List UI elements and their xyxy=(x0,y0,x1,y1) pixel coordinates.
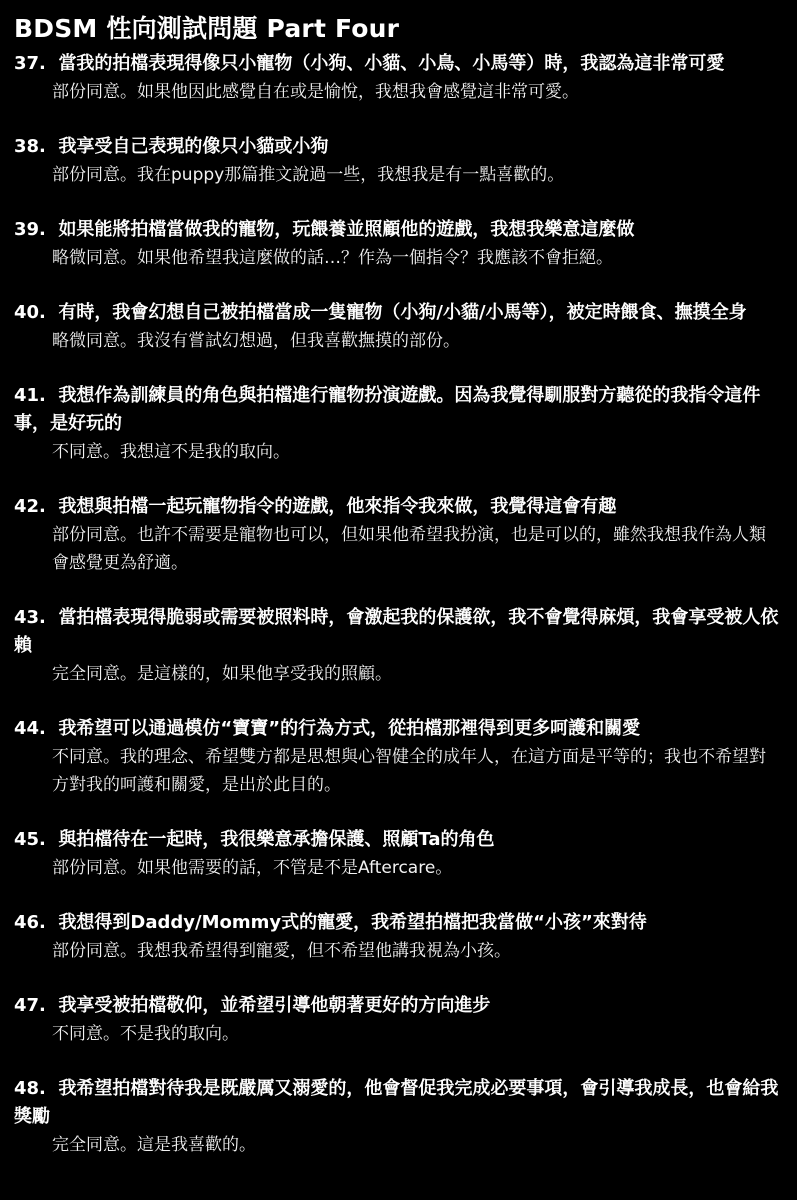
question-number: 44. xyxy=(14,718,46,739)
answer-text: 完全同意。是這樣的，如果他享受我的照顧。 xyxy=(52,664,392,684)
question-number: 39. xyxy=(14,219,46,240)
question xyxy=(14,1075,781,1131)
question-text: 我想作為訓練員的角色與拍檔進行寵物扮演遊戲。因為我覺得馴服對方聽從的我指令這件事，是好玩的 xyxy=(14,385,761,434)
answer-text: 不同意。我的理念、希望雙方都是思想與心智健全的成年人，在這方面是平等的；我也不希望對方對我的呵護和關愛，是出於此目的。 xyxy=(52,747,766,795)
answer-text: 略微同意。我沒有嘗試幻想過，但我喜歡撫摸的部份。 xyxy=(52,331,460,351)
question-text: 與拍檔待在一起時，我很樂意承擔保護、照顧Ta的角色 xyxy=(58,829,495,850)
question xyxy=(14,216,781,244)
question-text: 當我的拍檔表現得像只小寵物（小狗、小貓、小鳥、小馬等）時，我認為這非常可愛 xyxy=(58,53,725,74)
question-text: 我想得到Daddy/Mommy式的寵愛，我希望拍檔把我當做“小孩”來對待 xyxy=(58,912,647,933)
question xyxy=(14,382,781,438)
answer-text: 部份同意。如果他因此感覺自在或是愉悅，我想我會感覺這非常可愛。 xyxy=(52,82,579,102)
list-item xyxy=(14,133,781,189)
list-item xyxy=(14,992,781,1048)
list-item xyxy=(14,493,781,577)
question-number: 45. xyxy=(14,829,46,850)
question xyxy=(14,909,781,937)
question-text: 我想與拍檔一起玩寵物指令的遊戲，他來指令我來做，我覺得這會有趣 xyxy=(58,496,617,517)
question-list xyxy=(14,50,781,1159)
question xyxy=(14,826,781,854)
list-item xyxy=(14,50,781,106)
answer-text: 略微同意。如果他希望我這麼做的話…？作為一個指令？我應該不會拒絕。 xyxy=(52,248,613,268)
question xyxy=(14,133,781,161)
list-item xyxy=(14,216,781,272)
question xyxy=(14,493,781,521)
question-number: 42. xyxy=(14,496,46,517)
question-number: 48. xyxy=(14,1078,46,1099)
question xyxy=(14,992,781,1020)
question-number: 38. xyxy=(14,136,46,157)
question-text: 當拍檔表現得脆弱或需要被照料時，會激起我的保護欲，我不會覺得麻煩，我會享受被人依賴 xyxy=(14,607,779,656)
question-number: 46. xyxy=(14,912,46,933)
answer-text: 部份同意。也許不需要是寵物也可以，但如果他希望我扮演，也是可以的，雖然我想我作為人類會感覺更為舒適。 xyxy=(52,525,766,573)
answer-text: 部份同意。如果他需要的話，不管是不是Aftercare。 xyxy=(52,858,453,878)
question-text: 有時，我會幻想自己被拍檔當成一隻寵物（小狗/小貓/小馬等），被定時餵食、撫摸全身 xyxy=(58,302,747,323)
question-text: 如果能將拍檔當做我的寵物，玩餵養並照顧他的遊戲，我想我樂意這麼做 xyxy=(58,219,635,240)
question-number: 40. xyxy=(14,302,46,323)
question-number: 41. xyxy=(14,385,46,406)
page-title: BDSM 性向測試問題 Part Four xyxy=(14,14,400,43)
list-item xyxy=(14,715,781,799)
answer-text: 完全同意。這是我喜歡的。 xyxy=(52,1135,256,1155)
question-text: 我享受被拍檔敬仰，並希望引導他朝著更好的方向進步 xyxy=(58,995,491,1016)
answer-text: 部份同意。我在puppy那篇推文說過一些，我想我是有一點喜歡的。 xyxy=(52,165,565,185)
question-text: 我希望拍檔對待我是既嚴厲又溺愛的，他會督促我完成必要事項，會引導我成長，也會給我獎勵 xyxy=(14,1078,779,1127)
list-item xyxy=(14,826,781,882)
question xyxy=(14,715,781,743)
question-text: 我享受自己表現的像只小貓或小狗 xyxy=(58,136,329,157)
question-number: 37. xyxy=(14,53,46,74)
question-number: 43. xyxy=(14,607,46,628)
list-item xyxy=(14,604,781,688)
answer-text: 不同意。我想這不是我的取向。 xyxy=(52,442,290,462)
answer-text: 部份同意。我想我希望得到寵愛，但不希望他講我視為小孩。 xyxy=(52,941,511,961)
list-item xyxy=(14,1075,781,1159)
answer-text: 不同意。不是我的取向。 xyxy=(52,1024,239,1044)
list-item xyxy=(14,382,781,466)
list-item xyxy=(14,909,781,965)
question-text: 我希望可以通過模仿“寶寶”的行為方式，從拍檔那裡得到更多呵護和關愛 xyxy=(58,718,641,739)
question xyxy=(14,299,781,327)
question xyxy=(14,604,781,660)
question-number: 47. xyxy=(14,995,46,1016)
question xyxy=(14,50,781,78)
list-item xyxy=(14,299,781,355)
